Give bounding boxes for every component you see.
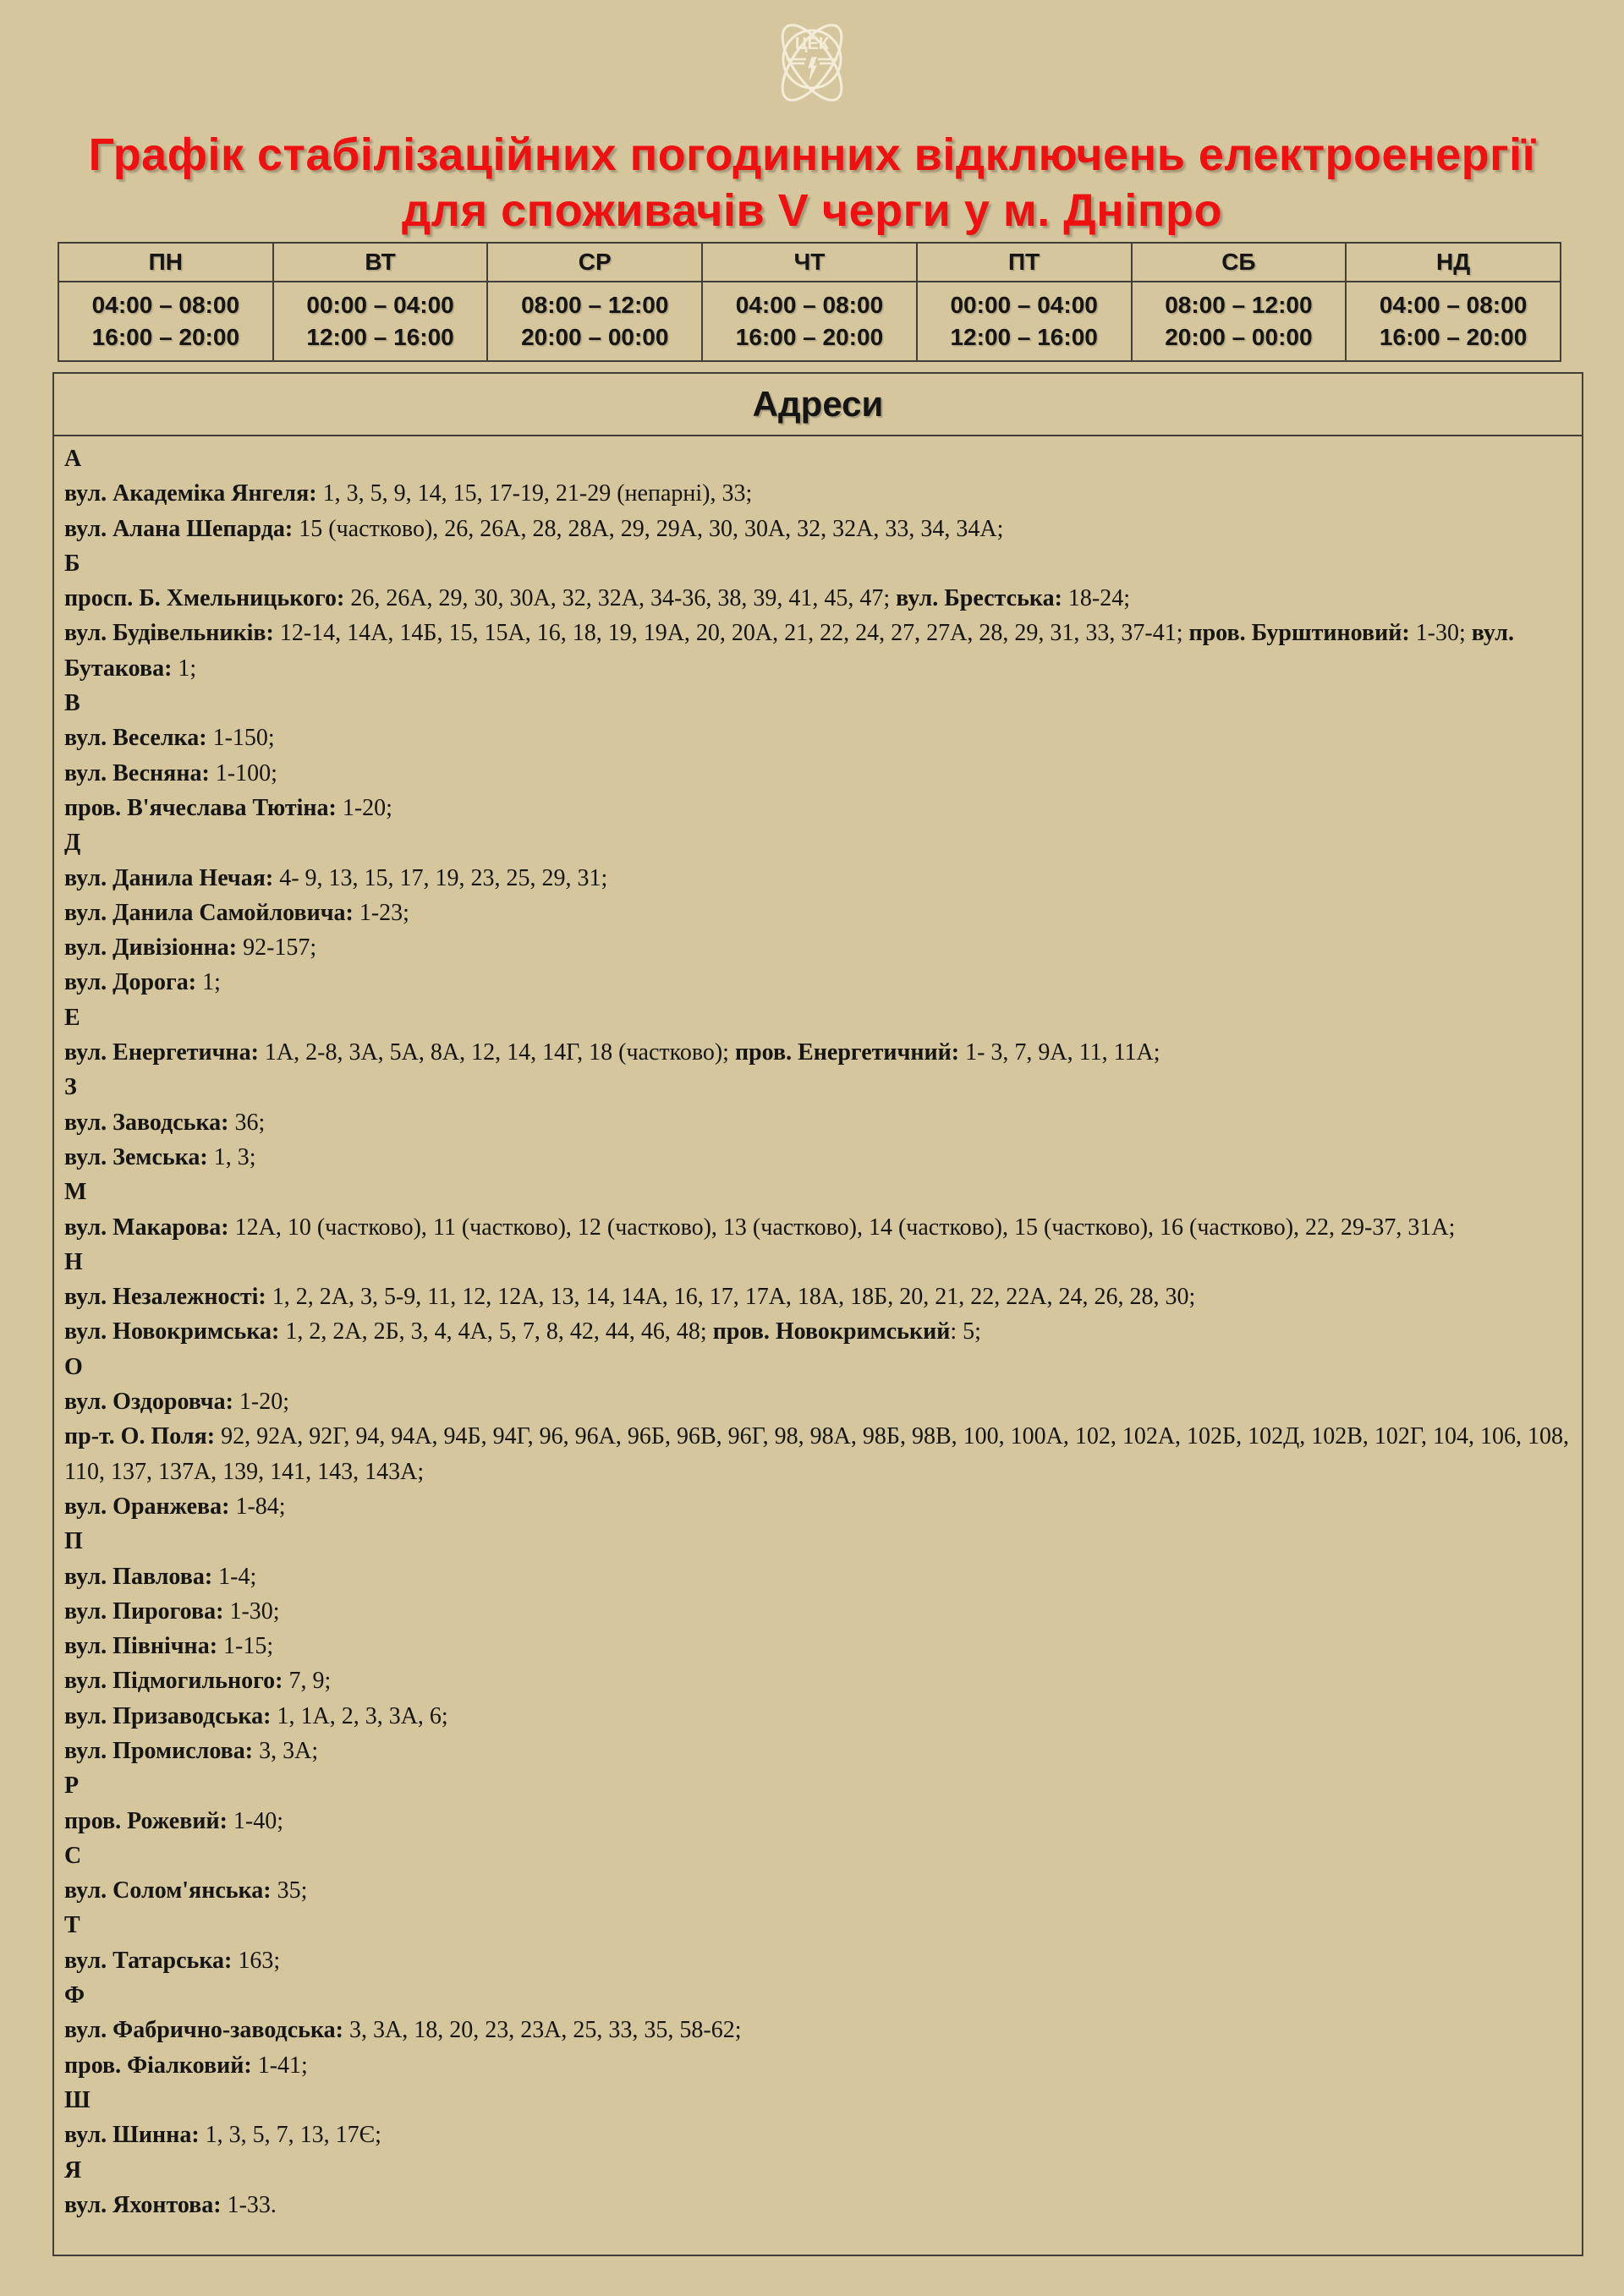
street-name: вул. Дивізіонна:	[64, 934, 238, 962]
time-slot: 04:00 – 08:00	[91, 292, 240, 318]
time-slot: 20:00 – 00:00	[1165, 324, 1313, 350]
address-line	[64, 1210, 1572, 1245]
street-name: пров. Рожевий:	[64, 1807, 228, 1834]
street-name: пров. В'ячеслава Тютіна:	[64, 794, 337, 821]
house-numbers: : 5;	[950, 1318, 981, 1345]
house-numbers: 1- 3, 7, 9А, 11, 11А;	[959, 1039, 1160, 1066]
section-letter-text: Б	[64, 550, 80, 577]
outage-schedule-table	[58, 242, 1561, 362]
time-slot: 08:00 – 12:00	[521, 292, 669, 318]
address-line	[64, 1663, 1572, 1698]
street-name: просп. Б. Хмельницького:	[64, 585, 345, 612]
house-numbers: 1-40;	[227, 1807, 284, 1834]
address-line	[64, 1384, 1572, 1419]
street-name: вул. Заводська:	[64, 1109, 229, 1136]
section-letter	[64, 1000, 1572, 1035]
time-slot: 20:00 – 00:00	[521, 324, 669, 350]
address-line	[64, 1140, 1572, 1175]
address-line	[64, 616, 1572, 686]
time-slots-ВТ	[273, 282, 488, 361]
time-slot: 08:00 – 12:00	[1165, 292, 1313, 318]
street-name: вул. Земська:	[64, 1143, 208, 1170]
house-numbers: 1-100;	[209, 759, 277, 786]
address-line	[64, 791, 1572, 825]
address-line	[64, 896, 1572, 930]
time-slot: 16:00 – 20:00	[1379, 324, 1528, 350]
address-line	[64, 1035, 1572, 1070]
house-numbers: 1-84;	[229, 1493, 286, 1520]
house-numbers: 1, 3, 5, 9, 14, 15, 17-19, 21-29 (непарні), 33;	[316, 480, 753, 507]
address-line	[64, 1873, 1572, 1908]
address-line	[64, 721, 1572, 755]
time-slot: 16:00 – 20:00	[735, 324, 884, 350]
house-numbers: 35;	[271, 1877, 308, 1904]
street-name: пров. Енергетичний:	[734, 1039, 960, 1066]
schedule-times-row	[58, 282, 1561, 361]
street-name: вул. Павлова:	[64, 1563, 213, 1590]
address-line	[64, 2048, 1572, 2083]
address-line	[64, 1419, 1572, 1489]
section-letter-text: П	[64, 1528, 83, 1555]
section-letter	[64, 1978, 1572, 2013]
street-name: вул. Дорога:	[64, 969, 197, 996]
street-name: вул. Північна:	[64, 1633, 218, 1660]
house-numbers: 3, 3А, 18, 20, 23, 23А, 25, 33, 35, 58-62;	[343, 2017, 742, 2044]
section-letter	[64, 1175, 1572, 1209]
street-name: вул. Незалежності:	[64, 1284, 266, 1311]
house-numbers: 3, 3А;	[253, 1737, 319, 1764]
day-header-НД: НД	[1346, 243, 1561, 282]
time-slots-СБ	[1132, 282, 1347, 361]
street-name: вул. Данила Самойловича:	[64, 899, 354, 926]
page-title-line-2: для споживачів V черги у м. Дніпро	[402, 185, 1222, 236]
day-header-СБ: СБ	[1132, 243, 1347, 282]
time-slots-ПТ	[917, 282, 1132, 361]
time-slot: 00:00 – 04:00	[306, 292, 454, 318]
house-numbers: 1, 3, 5, 7, 13, 17Є;	[199, 2122, 381, 2149]
address-line	[64, 1105, 1572, 1140]
section-letter-text: Н	[64, 1248, 83, 1275]
section-letter	[64, 1245, 1572, 1280]
street-name: вул. Бутакова:	[64, 620, 1514, 682]
address-line	[64, 2118, 1572, 2152]
section-letter	[64, 686, 1572, 721]
address-line	[64, 1804, 1572, 1838]
time-slot: 04:00 – 08:00	[1379, 292, 1528, 318]
street-name: вул. Солом'янська:	[64, 1877, 272, 1904]
address-line	[64, 861, 1572, 896]
time-slot: 00:00 – 04:00	[950, 292, 1098, 318]
house-numbers: 1;	[196, 969, 221, 996]
time-slot: 12:00 – 16:00	[306, 324, 454, 350]
section-letter	[64, 1768, 1572, 1803]
address-list	[54, 436, 1582, 2222]
house-numbers: 1-4;	[212, 1563, 257, 1590]
street-name: вул. Веселка:	[64, 725, 207, 752]
street-name: вул. Шинна:	[64, 2122, 200, 2149]
street-name: вул. Брестська:	[896, 585, 1062, 612]
street-name: вул. Татарська:	[64, 1947, 233, 1974]
house-numbers: 1А, 2-8, 3А, 5А, 8А, 12, 14, 14Г, 18 (частково);	[258, 1039, 735, 1066]
house-numbers: 4- 9, 13, 15, 17, 19, 23, 25, 29, 31;	[273, 864, 608, 891]
house-numbers: 1-41;	[251, 2052, 308, 2079]
address-line	[64, 1734, 1572, 1768]
address-line	[64, 2013, 1572, 2047]
house-numbers: 92-157;	[237, 934, 317, 962]
day-header-ПН: ПН	[58, 243, 273, 282]
street-name: вул. Новокримська:	[64, 1318, 280, 1345]
section-letter	[64, 1524, 1572, 1559]
section-letter-text: О	[64, 1353, 83, 1380]
section-letter	[64, 441, 1572, 476]
addresses-box	[52, 372, 1583, 2256]
section-letter	[64, 1838, 1572, 1873]
street-name: вул. Підмогильного:	[64, 1668, 283, 1695]
section-letter	[64, 2153, 1572, 2188]
street-name: пров. Фіалковий:	[64, 2052, 252, 2079]
logo-text: ЦЕК	[794, 35, 830, 53]
street-name: вул. Енергетична:	[64, 1039, 259, 1066]
section-letter-text: Е	[64, 1004, 80, 1031]
time-slots-ПН	[58, 282, 273, 361]
section-letter-text: З	[64, 1074, 77, 1101]
street-name: вул. Промислова:	[64, 1737, 254, 1764]
section-letter-text: Т	[64, 1912, 80, 1939]
section-letter-text: Ф	[64, 1982, 85, 2009]
house-numbers: 1;	[172, 655, 197, 682]
house-numbers: 1-15;	[217, 1633, 274, 1660]
address-line	[64, 756, 1572, 791]
house-numbers: 1-150;	[206, 725, 275, 752]
house-numbers: 1-30;	[223, 1597, 280, 1625]
time-slot: 12:00 – 16:00	[950, 324, 1098, 350]
house-numbers: 1, 2, 2А, 2Б, 3, 4, 4А, 5, 7, 8, 42, 44, 46, 48;	[279, 1318, 713, 1345]
address-line	[64, 476, 1572, 511]
street-name: пров. Бурштиновий:	[1188, 620, 1410, 647]
addresses-header: Адреси	[54, 374, 1582, 436]
house-numbers: 15 (частково), 26, 26А, 28, 28А, 29, 29А, 30, 30А, 32, 32А, 33, 34, 34А;	[293, 515, 1004, 542]
address-line	[64, 965, 1572, 1000]
house-numbers: 12-14, 14А, 14Б, 15, 15А, 16, 18, 19, 19А, 20, 20А, 21, 22, 24, 27, 27А, 28, 29, 31, 33, 37-41;	[273, 620, 1189, 647]
address-line	[64, 1489, 1572, 1524]
day-header-ПТ: ПТ	[917, 243, 1132, 282]
address-line	[64, 1699, 1572, 1734]
section-letter-text: Я	[64, 2156, 82, 2184]
street-name: вул. Призаводська:	[64, 1702, 272, 1729]
section-letter-text: А	[64, 446, 82, 472]
address-line	[64, 1594, 1572, 1629]
address-line	[64, 581, 1572, 616]
house-numbers: 1, 1А, 2, 3, 3А, 6;	[271, 1702, 448, 1729]
schedule-header-row	[58, 243, 1561, 282]
day-header-ЧТ: ЧТ	[702, 243, 917, 282]
section-letter	[64, 2083, 1572, 2118]
house-numbers: 1-23;	[353, 899, 409, 926]
house-numbers: 1-33.	[221, 2191, 277, 2218]
house-numbers: 1, 2, 2А, 3, 5-9, 11, 12, 12А, 13, 14, 14А, 16, 17, 17А, 18А, 18Б, 20, 21, 22, 22А, 24, 26, 28, 30;	[266, 1284, 1196, 1311]
street-name: вул. Будівельників:	[64, 620, 274, 647]
section-letter-text: Р	[64, 1773, 80, 1800]
street-name: вул. Весняна:	[64, 759, 210, 786]
page-title-line-1: Графік стабілізаційних погодинних відключень електроенергії	[88, 129, 1536, 180]
street-name: вул. Фабрично-заводська:	[64, 2017, 343, 2044]
section-letter	[64, 1070, 1572, 1104]
time-slots-НД	[1346, 282, 1561, 361]
house-numbers: 18-24;	[1062, 585, 1131, 612]
street-name: вул. Оранжева:	[64, 1493, 230, 1520]
address-line	[64, 930, 1572, 965]
house-numbers: 12А, 10 (частково), 11 (частково), 12 (частково), 13 (частково), 14 (частково), 15 (частково), 16 (частково), 22, 29-37, 31А;	[228, 1214, 1456, 1241]
street-name: вул. Оздоровча:	[64, 1389, 233, 1416]
address-line	[64, 2188, 1572, 2222]
section-letter	[64, 1350, 1572, 1384]
address-line	[64, 1629, 1572, 1663]
house-numbers: 1-20;	[336, 794, 392, 821]
time-slots-ЧТ	[702, 282, 917, 361]
street-name: вул. Макарова:	[64, 1214, 229, 1241]
day-header-ВТ: ВТ	[273, 243, 488, 282]
house-numbers: 7, 9;	[283, 1668, 332, 1695]
section-letter	[64, 1908, 1572, 1943]
address-line	[64, 1559, 1572, 1594]
section-letter-text: М	[64, 1179, 87, 1206]
street-name: пров. Новокримський	[712, 1318, 951, 1345]
street-name: пр-т. О. Поля:	[64, 1423, 216, 1450]
time-slot: 04:00 – 08:00	[735, 292, 884, 318]
time-slots-СР	[487, 282, 702, 361]
address-line	[64, 512, 1572, 546]
address-line	[64, 1280, 1572, 1314]
day-header-СР: СР	[487, 243, 702, 282]
address-line	[64, 1314, 1572, 1349]
section-letter	[64, 825, 1572, 860]
atom-logo-graphic	[757, 7, 867, 118]
section-letter-text: С	[64, 1842, 82, 1869]
section-letter	[64, 546, 1572, 581]
street-name: вул. Пирогова:	[64, 1597, 224, 1625]
time-slot: 16:00 – 20:00	[91, 324, 240, 350]
page-title	[0, 127, 1624, 238]
street-name: вул. Академіка Янгеля:	[64, 480, 317, 507]
address-line	[64, 1943, 1572, 1978]
section-letter-text: Д	[64, 830, 81, 857]
street-name: вул. Данила Нечая:	[64, 864, 274, 891]
street-name: вул. Яхонтова:	[64, 2191, 222, 2218]
house-numbers: 1-30;	[1409, 620, 1472, 647]
house-numbers: 36;	[228, 1109, 266, 1136]
house-numbers: 1-20;	[233, 1389, 290, 1416]
street-name: вул. Алана Шепарда:	[64, 515, 294, 542]
house-numbers: 26, 26А, 29, 30, 30А, 32, 32А, 34-36, 38, 39, 41, 45, 47;	[344, 585, 897, 612]
house-numbers: 163;	[232, 1947, 281, 1974]
cek-atom-logo	[757, 7, 867, 118]
house-numbers: 92, 92А, 92Г, 94, 94А, 94Б, 94Г, 96, 96А, 96Б, 96В, 96Г, 98, 98А, 98Б, 98В, 100, 100А, 102, 102А, 102Б, 102Д, 102В, 102Г, 104, 106, 108, 110, 137, 137А, 139, 141, 143, 143А;	[64, 1423, 1569, 1485]
house-numbers: 1, 3;	[207, 1143, 256, 1170]
section-letter-text: В	[64, 690, 80, 717]
section-letter-text: Ш	[64, 2086, 91, 2113]
